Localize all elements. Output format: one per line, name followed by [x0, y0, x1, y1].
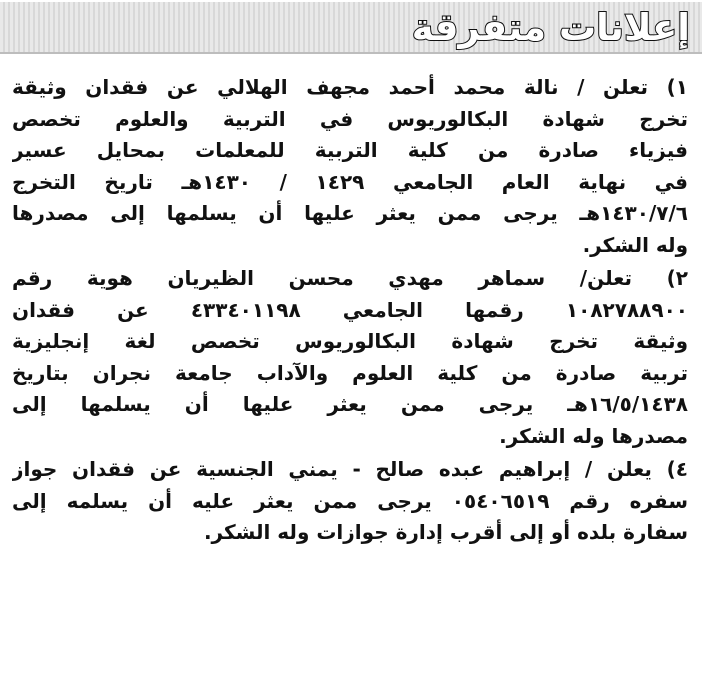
ad-2-line-3: وثيقة تخرج شهادة البكالوريوس تخصص لغة إنجليزية	[12, 329, 688, 353]
ad-1-line-2: تخرج شهادة البكالوريوس في التربية والعلوم تخصص	[12, 106, 688, 131]
ad-1-line-3: فيزياء صادرة من كلية التربية للمعلمات بمحايل عسير	[12, 138, 688, 162]
ad-item-2	[12, 263, 688, 452]
ad-2-line-4: تربية صادرة من كلية العلوم والآداب جامعة نجران بتاريخ	[12, 360, 688, 385]
section-title: إعلانات متفرقة	[411, 6, 690, 49]
ads-list	[12, 72, 688, 549]
section-header	[0, 2, 702, 54]
ad-2-line-6: مصدرها وله الشكر.	[499, 423, 688, 448]
ad-1-line-4: في نهاية العام الجامعي ١٤٢٩ / ١٤٣٠هـ تاريخ التخرج	[12, 169, 688, 194]
ad-2-line-5: ١٦/٥/١٤٣٨هـ يرجى ممن يعثر عليها أن يسلمها إلى	[12, 392, 688, 416]
ad-2-line-2: ١٠٨٢٧٨٨٩٠٠ رقمها الجامعي ٤٣٣٤٠١١٩٨ عن فقدان	[12, 297, 688, 322]
ad-item-3	[12, 454, 688, 549]
ad-item-1	[12, 72, 688, 261]
ad-3-line-2: سفره رقم ٠٥٤٠٦٥١٩ يرجى ممن يعثر عليه أن يسلمه إلى	[12, 488, 688, 513]
ad-1-line-5: ١٤٣٠/٧/٦هـ يرجى ممن يعثر عليها أن يسلمها إلى مصدرها	[12, 201, 688, 225]
ad-1-line-1: ١) تعلن / نالة محمد أحمد مجهف الهلالي عن فقدان وثيقة	[12, 75, 688, 99]
ad-2-line-1: ٢) تعلن/ سماهر مهدي محسن الظيريان هوية رقم	[12, 266, 688, 290]
ad-3-line-1: ٤) يعلن / إبراهيم عبده صالح - يمني الجنسية عن فقدان جواز	[12, 457, 688, 481]
ad-1-line-6: وله الشكر.	[582, 232, 688, 257]
ad-3-line-3: سفارة بلده أو إلى أقرب إدارة جوازات وله الشكر.	[203, 520, 688, 544]
